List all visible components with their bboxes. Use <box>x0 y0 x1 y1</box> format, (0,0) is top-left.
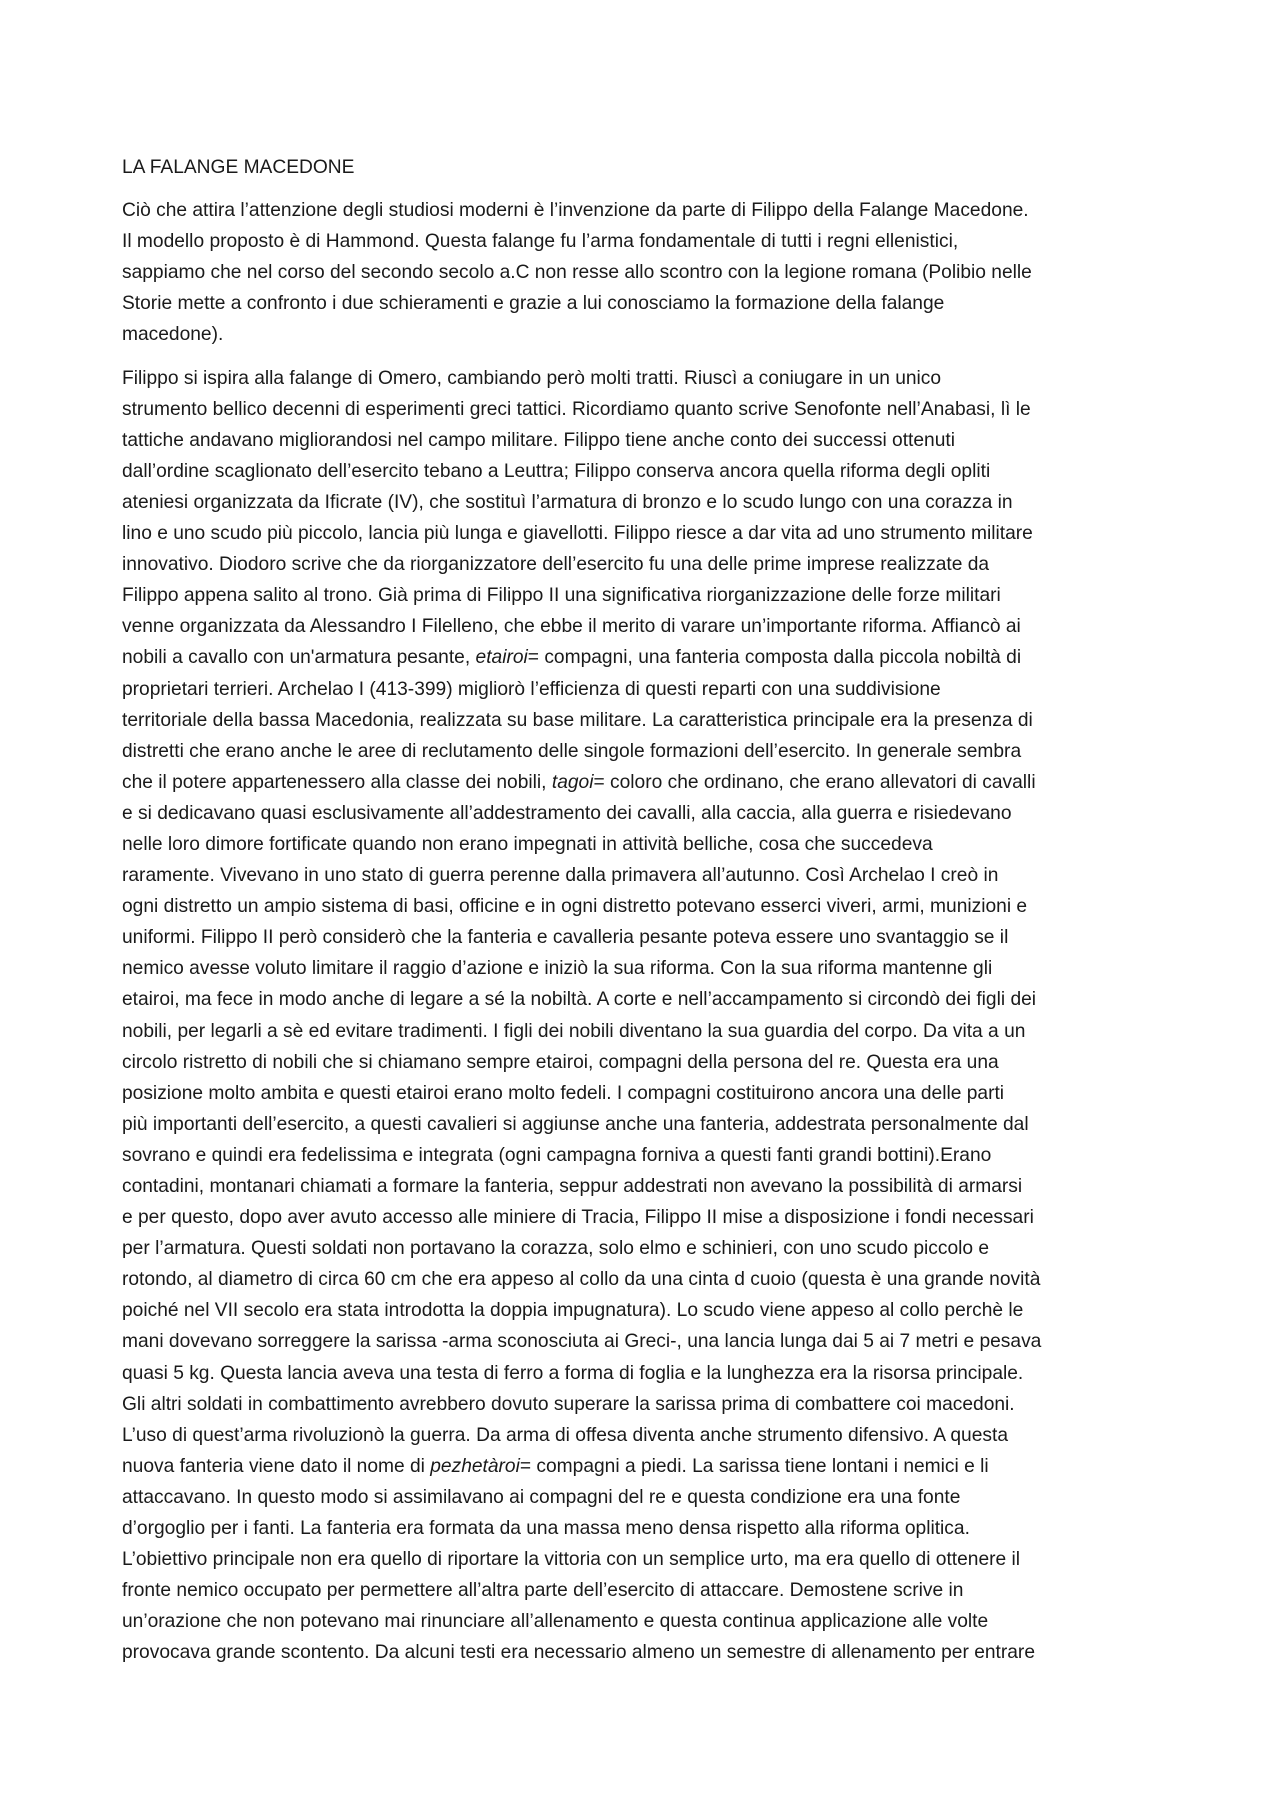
paragraph <box>122 195 1168 350</box>
text-line <box>122 1544 1168 1575</box>
text-line <box>122 798 1168 829</box>
text-segment: mani dovevano sorreggere la sarissa -arma sconosciuta ai Greci-, una lancia lunga dai 5 ai 7 metri e pesava <box>122 1331 1042 1353</box>
text-line <box>122 1575 1168 1606</box>
text-segment: venne organizzata da Alessandro I Filelleno, che ebbe il merito di varare un’importante riforma. Affiancò ai <box>122 616 1021 638</box>
text-segment: nobili, per legarli a sè ed evitare tradimenti. I figli dei nobili diventano la sua guardia del corpo. Da vita a un <box>122 1020 1026 1042</box>
text-line <box>122 642 1168 673</box>
text-segment: Ciò che attira l’attenzione degli studiosi moderni è l’invenzione da parte di Filippo della Falange Macedone. <box>122 200 1029 222</box>
text-segment: uniformi. Filippo II però considerò che la fanteria e cavalleria pesante poteva essere uno svantaggio se il <box>122 927 1009 949</box>
text-line <box>122 1606 1168 1637</box>
text-segment: sovrano e quindi era fedelissima e integrata (ogni campagna forniva a questi fanti grandi bottini).Erano <box>122 1144 992 1166</box>
text-line <box>122 394 1168 425</box>
text-segment: che il potere appartenessero alla classe dei nobili, <box>122 771 552 793</box>
text-segment: ateniesi organizzata da Ificrate (IV), che sostituì l’armatura di bronzo e lo scudo lungo con una corazza in <box>122 491 1013 513</box>
text-segment: lino e uno scudo più piccolo, lancia più lunga e giavellotti. Filippo riesce a dar vita ad uno strumento militare <box>122 523 1033 545</box>
text-segment: rotondo, al diametro di circa 60 cm che era appeso al collo da una cinta d cuoio (questa è una grande novità <box>122 1269 1041 1291</box>
text-line <box>122 456 1168 487</box>
text-segment: più importanti dell’esercito, a questi cavalieri si aggiunse anche una fanteria, addestrata personalmente dal <box>122 1113 1029 1135</box>
text-segment: nobili a cavallo con un'armatura pesante, <box>122 647 476 669</box>
text-line <box>122 705 1168 736</box>
text-segment: L’uso di quest’arma rivoluzionò la guerra. Da arma di offesa diventa anche strumento difensivo. A questa <box>122 1424 1008 1446</box>
text-segment: distretti che erano anche le aree di reclutamento delle singole formazioni dell’esercito. In generale sembra <box>122 740 1022 762</box>
text-line <box>122 1295 1168 1326</box>
document-title: LA FALANGE MACEDONE <box>122 157 355 178</box>
italic-term: pezhetàroi <box>430 1455 520 1477</box>
text-line <box>122 922 1168 953</box>
text-line <box>122 580 1168 611</box>
text-line <box>122 1420 1168 1451</box>
text-segment: etairoi, ma fece in modo anche di legare a sé la nobiltà. A corte e nell’accampamento si circondò dei figli dei <box>122 989 1037 1011</box>
text-segment: per l’armatura. Questi soldati non portavano la corazza, solo elmo e schinieri, con uno scudo piccolo e <box>122 1238 990 1260</box>
document-page <box>122 152 1168 1681</box>
text-line <box>122 1202 1168 1233</box>
text-line <box>122 195 1168 226</box>
text-line <box>122 829 1168 860</box>
text-segment: e per questo, dopo aver avuto accesso alle miniere di Tracia, Filippo II mise a disposizione i fondi necessari <box>122 1207 1034 1229</box>
text-line <box>122 425 1168 456</box>
text-segment: fronte nemico occupato per permettere all’altra parte dell’esercito di attaccare. Demostene scrive in <box>122 1580 964 1602</box>
text-line <box>122 953 1168 984</box>
text-segment: raramente. Vivevano in uno stato di guerra perenne dalla primavera all’autunno. Così Archelao I creò in <box>122 865 999 887</box>
text-line <box>122 860 1168 891</box>
text-line <box>122 1109 1168 1140</box>
text-line <box>122 1513 1168 1544</box>
text-line <box>122 288 1168 319</box>
text-segment: contadini, montanari chiamati a formare la fanteria, seppur addestrati non avevano la possibilità di armarsi <box>122 1176 1023 1197</box>
text-line <box>122 1078 1168 1109</box>
text-segment: nelle loro dimore fortificate quando non erano impegnati in attività belliche, cosa che succedeva <box>122 833 933 855</box>
text-line <box>122 984 1168 1015</box>
text-segment: territoriale della bassa Macedonia, realizzata su base militare. La caratteristica principale era la presenza di <box>122 709 1033 731</box>
text-segment: nemico avesse voluto limitare il raggio d’azione e iniziò la sua riforma. Con la sua riforma mantenne gli <box>122 958 993 980</box>
text-line <box>122 363 1168 394</box>
italic-term: etairoi <box>475 647 528 669</box>
text-segment: d’orgoglio per i fanti. La fanteria era formata da una massa meno densa rispetto alla riforma oplitica. <box>122 1518 970 1540</box>
text-segment: ogni distretto un ampio sistema di basi, officine e in ogni distretto potevano esserci viveri, armi, munizioni e <box>122 896 1028 918</box>
text-segment: attaccavano. In questo modo si assimilavano ai compagni del re e questa condizione era una fonte <box>122 1486 961 1508</box>
text-segment: provocava grande scontento. Da alcuni testi era necessario almeno un semestre di allenamento per entrare <box>122 1642 1035 1664</box>
text-line <box>122 226 1168 257</box>
paragraph <box>122 363 1168 1669</box>
text-line <box>122 1264 1168 1295</box>
text-segment: Il modello proposto è di Hammond. Questa falange fu l’arma fondamentale di tutti i regni ellenistici, <box>122 231 959 253</box>
text-segment: strumento bellico decenni di esperimenti greci tattici. Ricordiamo quanto scrive Senofonte nell’Anabasi, lì le <box>122 398 1031 420</box>
text-segment: = coloro che ordinano, che erano allevatori di cavalli <box>593 771 1036 793</box>
text-line <box>122 1171 1168 1202</box>
text-line <box>122 257 1168 288</box>
text-line <box>122 549 1168 580</box>
text-line <box>122 736 1168 767</box>
text-line <box>122 1482 1168 1513</box>
text-segment: tattiche andavano migliorandosi nel campo militare. Filippo tiene anche conto dei successi ottenuti <box>122 429 955 451</box>
text-line <box>122 611 1168 642</box>
text-segment: Filippo si ispira alla falange di Omero, cambiando però molti tratti. Riuscì a coniugare in un unico <box>122 367 942 389</box>
text-line <box>122 1389 1168 1420</box>
text-segment: dall’ordine scaglionato dell’esercito tebano a Leuttra; Filippo conserva ancora quella riforma degli opliti <box>122 460 991 482</box>
text-segment: sappiamo che nel corso del secondo secolo a.C non resse allo scontro con la legione romana (Polibio nelle <box>122 262 1032 284</box>
text-segment: proprietari terrieri. Archelao I (413-399) migliorò l’efficienza di questi reparti con una suddivisione <box>122 678 941 700</box>
text-line <box>122 1140 1168 1171</box>
text-line <box>122 674 1168 705</box>
text-segment: nuova fanteria viene dato il nome di <box>122 1455 431 1477</box>
text-segment: un’orazione che non potevano mai rinunciare all’allenamento e questa continua applicazione alle volte <box>122 1611 989 1633</box>
text-line <box>122 319 1168 350</box>
text-line <box>122 487 1168 518</box>
text-line <box>122 1047 1168 1078</box>
text-line <box>122 1358 1168 1389</box>
text-line <box>122 1326 1168 1357</box>
text-segment: Gli altri soldati in combattimento avrebbero dovuto superare la sarissa prima di combattere coi macedoni. <box>122 1393 1015 1415</box>
document-body <box>122 195 1168 1668</box>
text-line <box>122 1233 1168 1264</box>
italic-term: tagoi <box>551 771 594 793</box>
text-segment: = compagni, una fanteria composta dalla piccola nobiltà di <box>527 647 1022 669</box>
text-line <box>122 1451 1168 1482</box>
text-line <box>122 518 1168 549</box>
text-segment: e si dedicavano quasi esclusivamente all’addestramento dei cavalli, alla caccia, alla guerra e risiedevano <box>122 802 1012 824</box>
text-segment: = compagni a piedi. La sarissa tiene lontani i nemici e li <box>519 1455 989 1477</box>
text-segment: posizione molto ambita e questi etairoi erano molto fedeli. I compagni costituirono ancora una delle parti <box>122 1082 1005 1104</box>
text-line <box>122 891 1168 922</box>
text-segment: L’obiettivo principale non era quello di riportare la vittoria con un semplice urto, ma era quello di ottenere il <box>122 1549 1021 1571</box>
text-line <box>122 767 1168 798</box>
text-segment: Storie mette a confronto i due schieramenti e grazie a lui conosciamo la formazione della falange <box>122 293 945 315</box>
text-segment: circolo ristretto di nobili che si chiamano sempre etairoi, compagni della persona del re. Questa era una <box>122 1051 999 1073</box>
text-segment: macedone). <box>122 324 224 346</box>
text-segment: quasi 5 kg. Questa lancia aveva una testa di ferro a forma di foglia e la lunghezza era la risorsa principale. <box>122 1362 1024 1384</box>
text-line <box>122 1637 1168 1668</box>
text-segment: poiché nel VII secolo era stata introdotta la doppia impugnatura). Lo scudo viene appeso al collo perchè le <box>122 1300 1024 1322</box>
text-segment: innovativo. Diodoro scrive che da riorganizzatore dell’esercito fu una delle prime imprese realizzate da <box>122 554 990 576</box>
text-segment: Filippo appena salito al trono. Già prima di Filippo II una significativa riorganizzazione delle forze militari <box>122 585 1001 607</box>
text-line <box>122 1016 1168 1047</box>
